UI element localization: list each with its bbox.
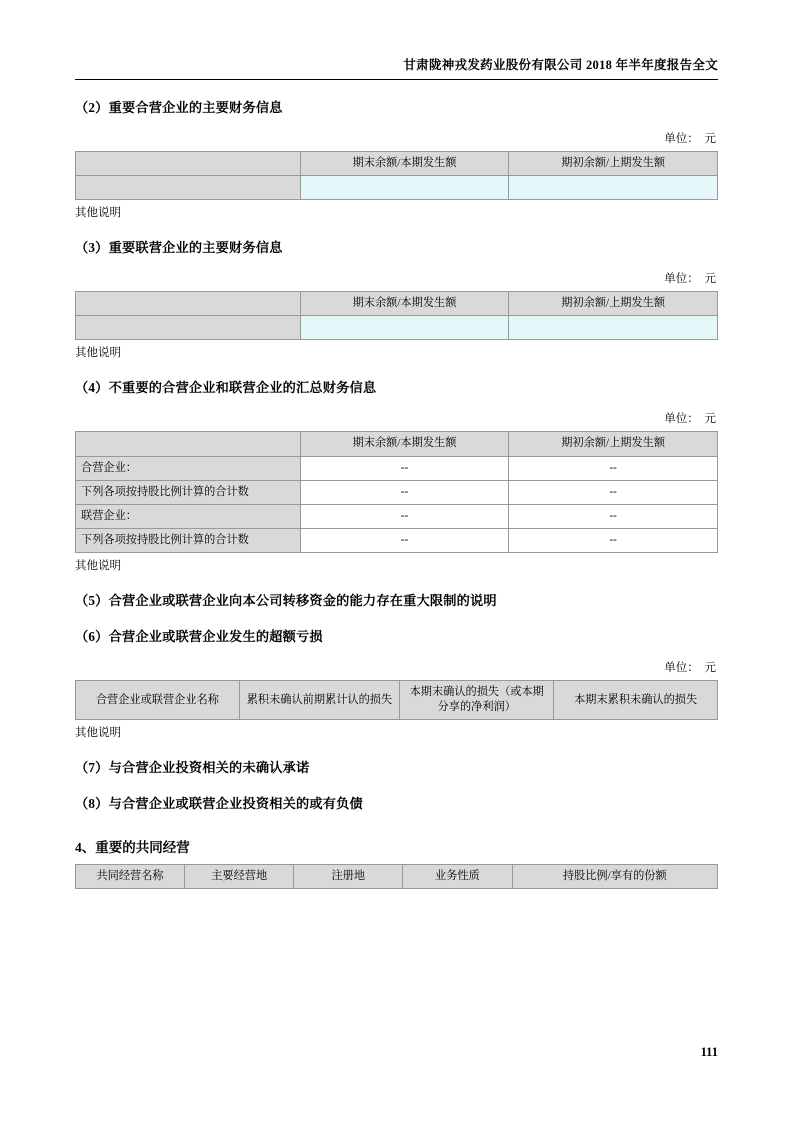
table-row <box>76 865 718 889</box>
table-row <box>76 292 718 316</box>
unit-label-3: 单位： 元 <box>664 413 716 426</box>
table-header-cell: 期初余额/上期发生额 <box>509 292 718 316</box>
section-title-4: （4）不重要的合营企业和联营企业的汇总财务信息 <box>75 380 377 396</box>
table-cell: -- <box>300 480 509 504</box>
other-note-2: 其他说明 <box>75 347 121 360</box>
table-cell: 下列各项按持股比例计算的合计数 <box>76 480 301 504</box>
table-cell <box>509 176 718 200</box>
table-header-cell: 期末余额/本期发生额 <box>300 292 509 316</box>
table-cell: -- <box>300 456 509 480</box>
table-header-cell: 持股比例/享有的份额 <box>512 865 718 889</box>
table-header-cell: 注册地 <box>294 865 403 889</box>
unit-label-4: 单位： 元 <box>664 661 716 674</box>
table-cell: -- <box>509 528 718 552</box>
table-header-cell: 本期末确认的损失（或本期分享的净利润） <box>400 680 554 719</box>
unit-label-1: 单位： 元 <box>664 133 716 145</box>
table-cell <box>76 176 301 200</box>
table-associate-financials <box>75 291 718 340</box>
table-joint-operations <box>75 864 718 889</box>
table-cell: 合营企业： <box>76 456 301 480</box>
table-row <box>76 480 718 504</box>
table-cell: 下列各项按持股比例计算的合计数 <box>76 528 301 552</box>
table-row <box>76 176 718 200</box>
other-note-1: 其他说明 <box>75 207 121 220</box>
table-cell: -- <box>300 528 509 552</box>
table-aggregate-financials <box>75 431 718 553</box>
section-title-9: 4、重要的共同经营 <box>75 840 190 856</box>
unit-label-2: 单位： 元 <box>664 273 716 286</box>
table-header-cell <box>76 152 301 176</box>
table-header-cell: 业务性质 <box>403 865 512 889</box>
table-cell: -- <box>300 504 509 528</box>
table-row <box>76 456 718 480</box>
table-excess-losses <box>75 680 718 720</box>
section-title-2: （2）重要合营企业的主要财务信息 <box>75 100 283 115</box>
table-header-cell: 期初余额/上期发生额 <box>509 432 718 456</box>
table-cell: -- <box>509 504 718 528</box>
table-cell: -- <box>509 480 718 504</box>
table-header-cell: 合营企业或联营企业名称 <box>76 680 240 719</box>
table-cell: -- <box>509 456 718 480</box>
other-note-3: 其他说明 <box>75 559 121 572</box>
table-header-cell: 期初余额/上期发生额 <box>509 152 718 176</box>
table-header-cell: 期末余额/本期发生额 <box>300 432 509 456</box>
other-note-4: 其他说明 <box>75 727 121 740</box>
table-cell <box>509 316 718 340</box>
section-title-3: （3）重要联营企业的主要财务信息 <box>75 240 283 256</box>
table-row <box>76 316 718 340</box>
table-header-cell <box>76 432 301 456</box>
section-title-6: （6）合营企业或联营企业发生的超额亏损 <box>75 628 323 644</box>
page-number: 111 <box>700 1045 718 1059</box>
table-cell <box>300 316 509 340</box>
table-row <box>76 528 718 552</box>
table-header-cell: 共同经营名称 <box>76 865 185 889</box>
section-title-8: （8）与合营企业或联营企业投资相关的或有负债 <box>75 796 363 812</box>
header-divider <box>75 79 718 80</box>
page-header: 甘肃陇神戎发药业股份有限公司 2018 年半年度报告全文 <box>403 58 718 72</box>
table-cell: 联营企业： <box>76 504 301 528</box>
table-header-cell: 本期末累积未确认的损失 <box>554 680 718 719</box>
table-row <box>76 504 718 528</box>
table-header-cell: 期末余额/本期发生额 <box>300 152 509 176</box>
table-row <box>76 432 718 456</box>
section-title-7: （7）与合营企业投资相关的未确认承诺 <box>75 760 310 776</box>
table-row <box>76 680 718 719</box>
table-header-cell: 主要经营地 <box>185 865 294 889</box>
table-row <box>76 152 718 176</box>
section-title-5: （5）合营企业或联营企业向本公司转移资金的能力存在重大限制的说明 <box>75 592 497 608</box>
table-cell <box>300 176 509 200</box>
table-header-cell <box>76 292 301 316</box>
table-header-cell: 累积未确认前期累计认的损失 <box>239 680 400 719</box>
table-joint-venture-financials <box>75 151 718 200</box>
table-cell <box>76 316 301 340</box>
